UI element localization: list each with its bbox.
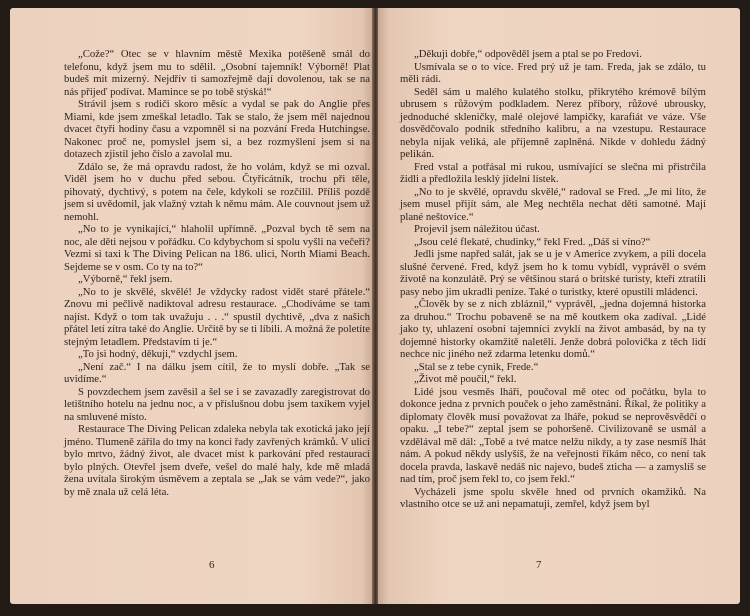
- paragraph: Usmívala se o to více. Fred prý už je tam. Freda, jak se zdálo, tu měli rádi.: [400, 60, 706, 85]
- paragraph: Seděl sám u malého kulatého stolku, přikrytého krémově bílým ubrusem s růžovým podkladem. Nerez příbory, růžové ubrousky, jednoduché skleničky, malé olejové lampičky, karafiát ve váze. Vše dosvědčovalo podnik středního kalibru, a na vzestupu. Restaurace nebyla nijak veliká, ale příjemně zaplněná. Nikde v dohledu žádný pelikán.: [400, 85, 706, 160]
- paragraph: „Cože?“ Otec se v hlavním městě Mexika potěšeně smál do telefonu, když jsem mu to sdělil. „Osobní tajemník! Výborně! Plat budeš mít mizerný. Nejdřív ti samozřejmě dají dovolenou, tak se na nás přijeď podívat. Mamince se po tobě stýská!“: [64, 48, 370, 98]
- paragraph: „Člověk by se z nich zbláznil,“ vyprávěl, „jedna dojemná historka za druhou.“ Trochu pobaveně se na mě koutkem oka zadíval. „Lidé jako ty, uhlazení osobní tajemníci zvyklí na život ambasád, by na ty dojemné historky okamžitě naletěli. Jenže dobrá polovička z těch lidí nechce nic jiného než zdarma letenku domů.“: [400, 298, 706, 360]
- paragraph: „Není zač.“ I na dálku jsem cítil, že to myslí dobře. „Tak se uvidíme.“: [64, 360, 370, 385]
- paragraph: „Výborně,“ řekl jsem.: [78, 273, 173, 285]
- paragraph: Fred vstal a potřásal mi rukou, usmívající se slečna mi přistrčila židli a předložila lesklý jídelní lístek.: [400, 160, 706, 185]
- paragraph: Strávil jsem s rodiči skoro měsíc a vydal se pak do Anglie přes Miami, kde jsem zmeškal letadlo. Tak se stalo, že jsem měl najednou dvacet čtyři hodiny času a vzpomněl si na pozvání Freda Hutchingse. Nakonec proč ne, pomyslel jsem si, a bez rozmyšlení jsem si na dotazech zjistil jeho číslo a zavolal mu.: [64, 98, 370, 160]
- page-number: 7: [536, 559, 542, 571]
- right-page-text: [400, 48, 706, 511]
- paragraph: Restaurace The Diving Pelican zdaleka nebyla tak exotická jako její jméno. Tlumeně zářila do tmy na konci řady zavřených krámků. V ulici bylo mrtvo, žádný život, ale dvacet míst k parkování před restaurací bylo plných. Otevřel jsem dveře, vešel do malé haly, kde mě mladá žena uvítala širokým úsměvem a zeptala se „Jak se vám vede?“, jako by mě znala už celá léta.: [64, 423, 370, 498]
- left-page-text: [64, 48, 370, 498]
- paragraph: „Děkuji dobře,“ odpověděl jsem a ptal se po Fredovi.: [414, 48, 642, 60]
- paragraph: Jedli jsme napřed salát, jak se u je v Americe zvykem, a pili docela slušné červené. Fred, když jsem ho k tomu vybídl, vyprávěl o svém životě na konzulátě. Prý se většinou stará o britské turisty, kteří ztratili pasy nebo jim ukradli peníze. Také o turistky, které opustili mládenci.: [400, 248, 706, 298]
- paragraph: „No to je skvělé, skvělé! Je vždycky radost vidět staré přátele.“ Znovu mi pečlivě nadiktoval adresu restaurace. „Chodíváme se tam najíst. Když o tom tak uvažuju . . .“ spustil dychtivě, „dva z našich přátel letí zítra také do Anglie. Určitě by se ti líbili. A možná že poletíte stejným letadlem. Představím ti je.“: [64, 285, 370, 348]
- paragraph: Projevil jsem náležitou účast.: [414, 223, 540, 235]
- paragraph: „Život mě poučil,“ řekl.: [414, 373, 517, 385]
- paragraph: „No to je skvělé, opravdu skvělé,“ radoval se Fred. „Je mi líto, že jsem musel přijít sám, ale Meg nechtěla nechat děti samotné. Mají plané neštovice.“: [400, 185, 706, 223]
- paragraph: S povzdechem jsem zavěsil a šel se i se zavazadly zaregistrovat do letištního hotelu na jednu noc, a v příslušnou dobu jsem taxíkem vyjel na smluvené místo.: [64, 385, 370, 423]
- paragraph: Vycházeli jsme spolu skvěle hned od prvních okamžiků. Na vlastního otce se už ani nepamatuji, zemřel, když jsem byl: [400, 485, 706, 510]
- paragraph: Zdálo se, že má opravdu radost, že ho volám, když se mi ozval. Viděl jsem ho v duchu před sebou. Čtyřicátník, trochu při těle, pihovatý, dychtivý, s potem na čele, kdykoli se rozčílil. Příliš pozdě jsem si uvědomil, jak vlažný vztah k němu mám. Ale couvnout jsem už nemohl.: [64, 160, 370, 223]
- paragraph: „To jsi hodný, děkuji,“ vzdychl jsem.: [78, 348, 238, 360]
- paragraph: „No to je vynikající,“ hlaholil upřímně. „Pozval bych tě sem na noc, ale děti nejsou v pořádku. Co kdybychom si spolu vyšli na večeři? Vezmi si taxi k The Diving Pelican na 186. ulici, North Miami Beach. Sejdeme se v osm. Co ty na to?“: [64, 223, 370, 273]
- left-page: [10, 8, 373, 604]
- right-page: [378, 8, 740, 604]
- page-number: 6: [209, 559, 215, 571]
- paragraph: Lidé jsou vesměs lháři, poučoval mě otec od počátku, byla to dokonce jedna z prvních pouček o jeho zaměstnání. Říkal, že politiky a diplomaty člověk musí považovat za lháře, pokud se neprověsvědčí o opaku. „I tebe?“ zeptal jsem se pohoršeně. Civilizovaně se usmál a vzdělával mě dál: „Tobě a tvé matce nelžu nikdy, a ty zase nesmíš lhát nám. A pokud někdy uslyšíš, že na veřejnosti říkám něco, co není tak docela pravda, laskavě nedáš nic najevo, budeš zticha — a zamyslíš se nad tím, proč jsem řekl to, co jsem řekl.“: [400, 385, 706, 485]
- paragraph: „Jsou celé flekaté, chudinky,“ řekl Fred. „Dáš si víno?“: [414, 235, 651, 248]
- paragraph: „Stal se z tebe cynik, Frede.“: [414, 360, 539, 373]
